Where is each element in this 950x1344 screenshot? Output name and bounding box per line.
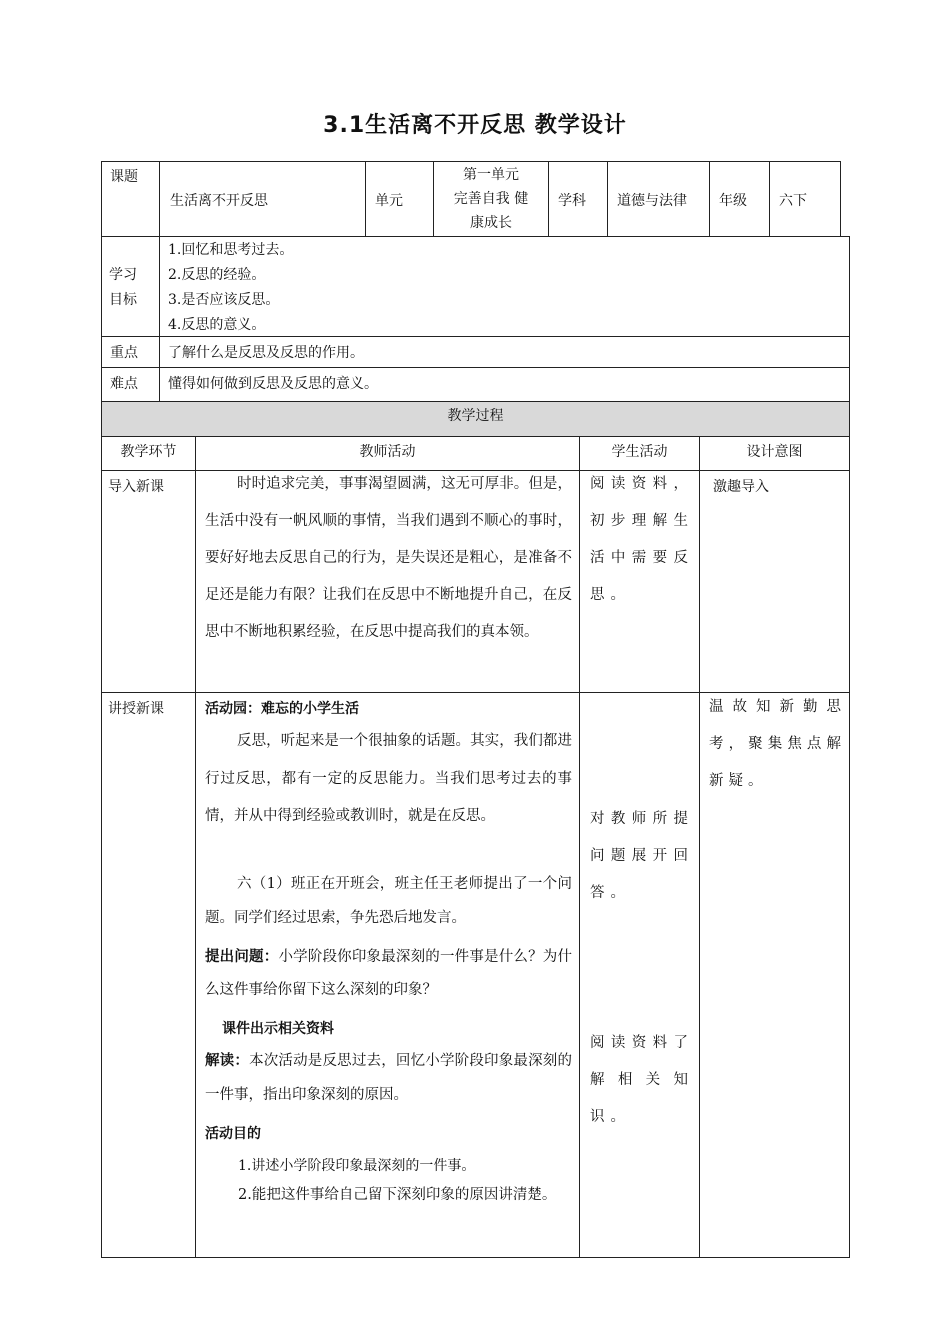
intro-stage: 导入新课 — [108, 479, 164, 495]
grade-value: 六下 — [779, 193, 807, 209]
interpret-block — [205, 1044, 572, 1112]
lecture-stage: 讲授新课 — [108, 701, 164, 717]
intro-student-activity: 阅读资料，初步理解生活中需要反思。 — [590, 476, 694, 603]
lecture-paragraph-2: 六（1）班正在开班会，班主任王老师提出了一个问题。同学们经过思索，争先恐后地发言。 — [205, 876, 572, 926]
subject-label: 学科 — [558, 193, 586, 209]
lecture-intent: 温故知新勤思考，聚集焦点解新疑。 — [709, 699, 846, 789]
question-text: 小学阶段你印象最深刻的一件事是什么？为什么这件事给你留下这么深刻的印象？ — [205, 949, 572, 998]
objective-item: 2.反思的经验。 — [168, 267, 266, 283]
intro-intent: 激趣导入 — [713, 479, 769, 495]
purpose-item: 2.能把这件事给自己留下深刻印象的原因讲清楚。 — [238, 1187, 557, 1203]
topic-value: 生活离不开反思 — [170, 193, 268, 209]
col-header-stage: 教学环节 — [120, 444, 177, 460]
key-point-label: 重点 — [110, 345, 138, 361]
col-header-teacher: 教师活动 — [359, 444, 416, 460]
col-header-student: 学生活动 — [611, 444, 668, 460]
unit-label: 单元 — [375, 193, 403, 209]
interpret-label: 解读： — [205, 1052, 250, 1069]
objective-item: 3.是否应该反思。 — [168, 292, 280, 308]
col-header-intent: 设计意图 — [746, 444, 803, 460]
lecture-paragraph-1: 反思，听起来是一个很抽象的话题。其实，我们都进行过反思，都有一定的反思能力。当我们思考过去的事情，并从中得到经验或教训时，就是在反思。 — [205, 733, 572, 824]
objectives-label: 学习 目标 — [109, 267, 137, 308]
lecture-student-activity-2: 阅读资料了解相关知识。 — [590, 1035, 694, 1125]
activity-title: 活动园：难忘的小学生活 — [205, 701, 359, 717]
topic-label: 课题 — [110, 169, 138, 185]
purpose-label: 活动目的 — [205, 1126, 261, 1142]
grade-label: 年级 — [719, 193, 747, 209]
objective-item: 1.回忆和思考过去。 — [168, 242, 294, 258]
unit-value: 第一单元 完善自我 健 康成长 — [453, 167, 529, 231]
question-block — [205, 940, 572, 1007]
objectives-list — [168, 238, 293, 338]
interpret-text: 本次活动是反思过去，回忆小学阶段印象最深刻的一件事，指出印象深刻的原因。 — [205, 1053, 572, 1103]
key-point-text: 了解什么是反思及反思的作用。 — [168, 345, 364, 361]
subject-value: 道德与法律 — [617, 193, 687, 209]
difficulty-text: 懂得如何做到反思及反思的意义。 — [168, 376, 378, 392]
purpose-item: 1.讲述小学阶段印象最深刻的一件事。 — [238, 1158, 476, 1174]
page-title: 3.1生活离不开反思 教学设计 — [323, 113, 627, 138]
question-label: 提出问题： — [205, 948, 279, 965]
objective-item: 4.反思的意义。 — [168, 317, 266, 333]
process-heading: 教学过程 — [447, 408, 504, 424]
difficulty-label: 难点 — [110, 376, 138, 392]
intro-teacher-activity: 时时追求完美，事事渴望圆满，这无可厚非。但是，生活中没有一帆风顺的事情，当我们遇到不顺心的事时，要好好地去反思自己的行为，是失误还是粗心，是准备不足还是能力有限？让我们在反思中不断地提升自己，在反思中不断地积累经验，在反思中提高我们的真本领。 — [205, 476, 572, 640]
lecture-student-activity-1: 对教师所提问题展开回答。 — [590, 811, 694, 901]
courseware-note: 课件出示相关资料 — [222, 1021, 334, 1037]
